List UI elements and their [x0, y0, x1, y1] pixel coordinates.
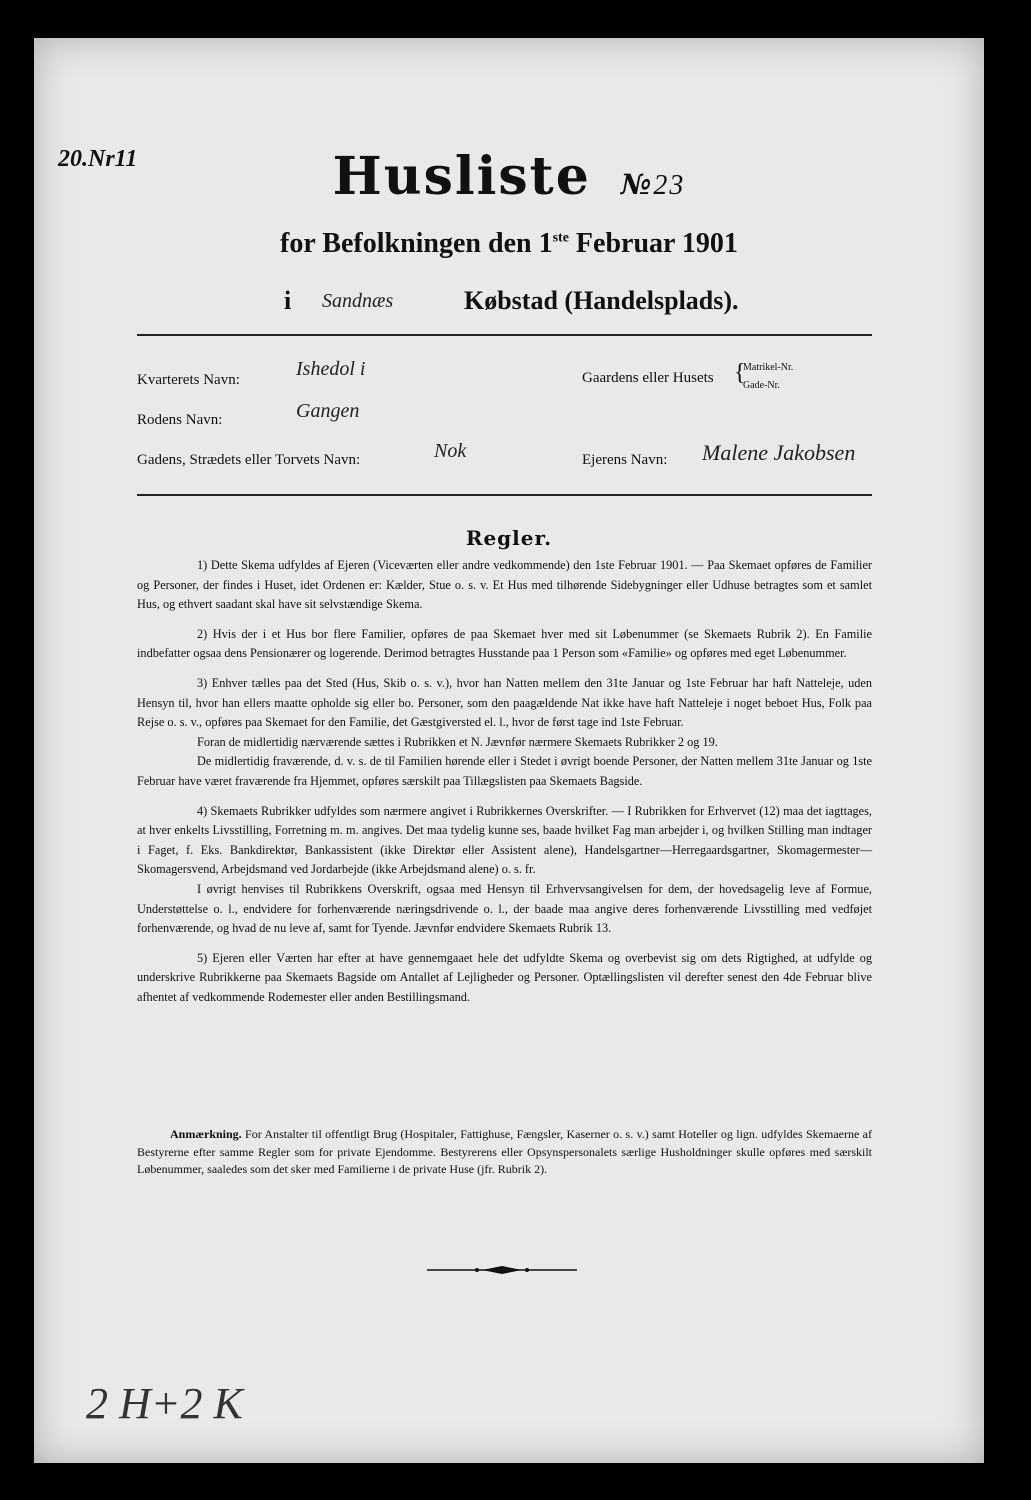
- ejer-label: Ejerens Navn:: [582, 452, 668, 468]
- number-value: 23: [653, 170, 686, 201]
- rode-value: Gangen: [296, 400, 360, 422]
- bottom-handwriting: 2 H+2 K: [86, 1379, 243, 1428]
- fields-divider: [137, 494, 872, 496]
- ornament-divider: [427, 1264, 577, 1276]
- subtitle-date-post: Februar 1901: [568, 228, 738, 259]
- rule-3-n: Foran de midlertidig nærværende sættes i Rubrikken et N. Jævnfør nærmere Skemaets Rubrikker 2 og 19.: [197, 734, 718, 749]
- rules-heading: Regler.: [465, 526, 553, 550]
- ejer-value: Malene Jakobsen: [702, 440, 856, 465]
- kvarter-value: Ishedol i: [296, 358, 366, 380]
- note-label: Anmærkning.: [170, 1127, 242, 1141]
- rule-3-absent: De midlertidig fraværende, d. v. s. de til Familien hørende eller i Stedet i øvrigt boende Personer, der Natten mellem 31te Januar og 1ste Februar have været fraværende fra Hjemmet, opføres særskilt paa Tillægslisten paa Skemaets Bagside.: [137, 754, 872, 788]
- gaard-brace: {: [734, 360, 746, 386]
- census-form-page: [34, 38, 984, 1463]
- gade-name-value: Nok: [434, 440, 467, 462]
- town-handwritten: Sandnæs: [322, 290, 394, 312]
- rule-4: 4) Skemaets Rubrikker udfyldes som nærmere angivet i Rubrikkernes Overskrifter. — I Rubrikken for Erhvervet (12) maa det iagttages, at hver enkelts Livsstilling, Forretning m. m. angives. Det maa tydelig kunne ses, baade hvilket Fag man arbejder i, og hvilken Stilling man indtager i Faget, f. Eks. Bankdirektør, Bankassistent (ikke Direktør eller Assistent alene), Handelsgartner—Herregaardsgartner, Skomagermester—Skomagersvend, Arbejdsmand ved Jordarbejde (ikke Arbejdsmand alene) o. s. fr.: [137, 803, 872, 877]
- top-divider: [137, 334, 872, 336]
- margin-number: 20.Nr11: [58, 146, 138, 172]
- form-title: [34, 146, 984, 207]
- gade-name-label: Gadens, Strædets eller Torvets Navn:: [137, 452, 361, 468]
- rule-2: 2) Hvis der i et Hus bor flere Familier, opføres de paa Skemaet hver med sit Løbenummer (se Skemaets Rubrik 2). En Familie indbefatter ogsaa dens Pensionærer og logerende. Derimod betragtes Husstande paa 1 Person som «Familie» og opføres med eget Løbenummer.: [137, 626, 872, 661]
- rode-label: Rodens Navn:: [137, 412, 223, 428]
- town-prefix: i: [284, 286, 292, 315]
- town-suffix: Købstad (Handelsplads).: [464, 286, 739, 315]
- rule-3: 3) Enhver tælles paa det Sted (Hus, Skib o. s. v.), hvor han Natten mellem den 31te Januar og 1ste Februar har haft Natteleje, uden Hensyn til, hvor han ellers maatte opholde sig eller bo. Personer, som den paagældende Nat ikke have haft Natteleje i noget beboet Hus, Folk paa Rejse o. s. v., opføres paa Skemaet for den Familie, det Gæstgiversted el. l., hvor de først tage ind 1ste Februar.: [137, 675, 872, 730]
- gaard-label: Gaardens eller Husets: [582, 370, 714, 386]
- note-text: For Anstalter til offentligt Brug (Hospitaler, Fattighuse, Fængsler, Kaserner o. s. v.) samt Hoteller og lign. udfyldes Skemaerne af Bestyrerne efter samme Regler som for private Ejendomme. Bestyrerens eller Opsynspersonalets særlige Husholdninger skulle opføres med særskilt Løbenummer, saaledes som det sker med Familierne i de private Huse (jfr. Rubrik 2).: [137, 1127, 872, 1176]
- gade-nr-label: Gade-Nr.: [743, 380, 780, 391]
- subtitle-date: [34, 228, 984, 260]
- rule-4-cont: I øvrigt henvises til Rubrikkens Overskrift, ogsaa med Hensyn til Erhvervsangivelsen for dem, der hovedsagelig leve af Formue, Understøttelse o. l., endvidere for forhenværende næringsdrivende o. l., der baade maa angive deres forhenværende Livsstilling med vedføjet forhenværende, og hvad de nu leve af, samt for Tyende. Jævnfør endvidere Skemaets Rubrik 13.: [137, 881, 872, 936]
- rules-text: [137, 556, 872, 1017]
- annotation-note: [137, 1126, 872, 1179]
- house-number: [621, 168, 685, 201]
- title-text: Husliste: [332, 146, 591, 207]
- number-sign: №: [620, 168, 654, 201]
- rule-1: 1) Dette Skema udfyldes af Ejeren (Viceværten eller andre vedkommende) den 1ste Februar 1901. — Paa Skemaet opføres de Familier og Personer, der findes i Huset, idet Ordenen er: Kælder, Stue o. s. v. Et Hus med tilhørende Sidebygninger eller Udhuse betragtes som et samlet Hus, og ethvert saadant skal have sit selvstændige Skema.: [137, 558, 872, 612]
- matrikel-label: Matrikel-Nr.: [743, 362, 794, 373]
- subtitle-date-sup: ste: [552, 230, 569, 246]
- rule-5: 5) Ejeren eller Værten har efter at have gennemgaaet hele det udfyldte Skema og overbevist sig om dets Rigtighed, at udfylde og underskrive Rubrikkerne paa Skemaets Bagside om Antallet af Lejligheder og Personer. Optællingslisten vil derefter senest den 4de Februar blive afhentet af vedkommende Rodemester eller anden Bestillingsmand.: [137, 950, 872, 1004]
- kvarter-label: Kvarterets Navn:: [137, 372, 240, 388]
- subtitle-date-pre: for Befolkningen den 1: [280, 228, 553, 259]
